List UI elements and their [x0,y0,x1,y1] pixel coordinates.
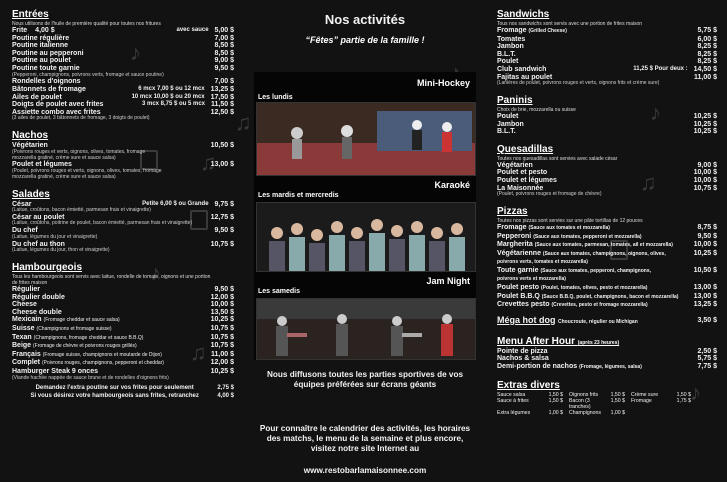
menu-item: César Petite 6,00 $ ou Grande 9,75 $ [12,200,234,208]
menu-item: Régulier double 12,00 $ [12,293,234,301]
sports-broadcast-text: Nous diffusons toutes les parties sportives de vos équipes préférées sur écrans géants [266,370,464,389]
menu-item: Margherita (Sauce aux tomates, parmesan, tomates, ail et mozzarella) 10,00 $ [497,241,717,249]
item-description: (Viande hachée nappée de sauce brune et de rondelles d'oignons frits) [12,374,169,381]
activity-title: Karaoké [434,180,470,190]
menu-item: César au poulet 12,75 $ [12,213,234,221]
music-note-icon: ♫ [190,340,207,365]
section-note: Choix de brie, mozzarella ou suisse [497,106,576,113]
menu-item: Pepperoni (Sauce aux tomates, pepperoni et mozzarella) 9,50 $ [497,232,717,240]
section-title-after-hour: Menu After Hour (après 23 heures) [497,335,620,347]
activity-photos [254,72,476,360]
section-title-paninis: Paninis [497,94,533,106]
section-note: Toutes nos pizzas sont servies sur une pâte tortillas de 12 pouces [497,217,643,224]
menu-item: Hamburger Steak 9 onces 10,25 $ [12,368,234,375]
website-link[interactable]: www.restobarlamaisonnee.com [303,466,427,475]
menu-item: Pointe de pizza 2,50 $ [497,347,717,355]
menu-item: Poulet B.B.Q (Sauce B.B.Q, poulet, champignons, bacon et mozzarella) 13,00 $ [497,292,717,300]
item-description: (Poivrons rouges et verts, oignons, olives, tomates, fromage mozzarella gratiné, crème sure et sauce salsa) [12,148,146,161]
activity-day: Les samedis [258,288,301,295]
menu-item: Assiette combo avec frites 12,50 $ [12,108,234,116]
menu-item: Poutine au poulet 9,00 $ [12,57,234,65]
menu-item: Régulier 9,50 $ [12,286,234,294]
menu-item: Poulet et légumes 10,00 $ [497,176,717,184]
karaoke-photo [256,202,476,272]
menu-item: Cheese 10,00 $ [12,301,234,309]
music-note-icon: ♫ [200,150,217,175]
section-title-nachos: Nachos [12,130,49,142]
section-note: Nous utilisons de l'huile de première qualité pour toutes nos fritures [12,21,161,27]
menu-item: Poulet 8,25 $ [497,58,717,66]
menu-item: Cheese double 13,50 $ [12,308,234,316]
menu-item: Poutine italienne 8,50 $ [12,42,234,50]
item-description: (Laitue, légumes du jour et vinaigrette) [12,233,98,240]
item-description: (Laitue, croûtons, poitrine de poulet, bacon émietté, parmesan frais et vinaigrette) [12,220,193,227]
right-menu-column [497,6,717,416]
menu-item: Club sandwich 11,25 $ Pour deux : 14,50 $ [497,65,717,73]
music-note-icon: ♫ [235,110,252,135]
activity-day: Les lundis [258,94,293,101]
menu-item: Du chef 9,50 $ [12,227,234,235]
music-note-icon: ♫ [640,170,657,195]
menu-item: Suisse (Champignons et fromage suisse) 10,75 $ [12,325,234,333]
footer-note: Demandez l'extra poutine sur vos frites pour seulement 2,75 $ [35,385,234,392]
footer-note: Si vous désirez votre hambourgeois sans frites, retranchez 4,00 $ [30,392,234,399]
page-title: Nos activités [324,12,406,27]
menu-item: Végétarienne (Sauce aux tomates, champignons, oignons, olives, poivrons verts, tomates et mozzarella) 10,25 $ [497,249,717,266]
menu-item: Bâtonnets de fromage 6 mcx 7,00 $ ou 12 mcx 13,25 $ [12,85,234,93]
menu-item: Jambon 10,25 $ [497,120,717,128]
menu-item: B.L.T. 8,25 $ [497,50,717,58]
menu-item: Poulet pesto (Poulet, tomates, olives, pesto et mozzarella) 13,00 $ [497,284,717,292]
menu-item-hotdog: Méga hot dog Choucroute, régulier ou Michigan 3,50 $ [497,314,717,325]
section-note: Tous les hambourgeois sont servis avec laitue, rondelle de tomate, oignons et une portion de frites maison [12,274,211,287]
menu-item: Beige (Fromage de chèvre et poivrons rouges grillés) 10,75 $ [12,342,234,350]
activity-title: Mini-Hockey [416,78,470,88]
website-info-text: Pour connaître le calendrier des activités, les horaires des matchs, le menu de la semaine et plus encore, visitez notre site Internet au [259,424,471,453]
menu-item: Fromage (Grilled Cheese) 5,75 $ [497,27,717,34]
item-description: (3 ailes de poulet, 3 bâtonnets de fromage, 3 doigts de poulet) [12,115,150,122]
music-note-icon: ♪ [150,260,161,285]
menu-item: B.L.T. 10,25 $ [497,128,717,136]
jam-night-photo [256,298,476,360]
left-menu-column [12,6,234,400]
menu-item: Fromage (Sauce aux tomates et mozzarella) 8,75 $ [497,223,717,231]
item-description: (Laitue, croûtons, bacon émietté, parmesan frais et vinaigrette) [12,207,151,214]
music-note-icon: ♪ [690,380,701,405]
section-title-quesadillas: Quesadillas [497,143,554,155]
menu-item: Tomates 6,00 $ [497,35,717,43]
section-title-entrees: Entrées [12,9,49,20]
menu-item: La Maisonnée 10,75 $ [497,184,717,192]
menu-item: Ailes de poulet 10 mcx 10,00 $ ou 20 mcx 17,50 $ [12,93,234,101]
menu-item: Poutine régulière 7,00 $ [12,34,234,42]
music-note-icon: ♪ [650,100,661,125]
menu-item: Poutine toute garnie 9,50 $ [12,64,234,72]
item-description: (Pepperoni, champignons, poivrons verts, fromage et sauce poutine) [12,71,164,78]
menu-item: Jambon 8,25 $ [497,43,717,51]
activity-title: Jam Night [426,276,470,286]
activities-column [254,8,476,475]
menu-item: Toute garnie (Sauce aux tomates, pepperoni, champignons, poivrons verts et mozzarella) 10,50 $ [497,266,717,283]
menu-item: Complet (Poivrons rouges, champignons, pepperoni et cheddar) 12,00 $ [12,359,234,367]
item-description: (Lanières de poulet, poivrons rouges et verts, oignons frits et crème sure) [497,80,660,87]
menu-item: Poutine au pepperoni 8,50 $ [12,49,234,57]
menu-item: Poulet et légumes 13,00 $ [12,161,234,169]
item-description: (Poulet, poivrons rouges et fromage de chèvre) [497,191,602,198]
menu-item: Fajitas au poulet 11,00 $ [497,73,717,81]
menu-item: Nachos & salsa 5,75 $ [497,355,717,363]
menu-item: Texan (Champignons, fromage cheddar et sauce B.B.Q) 10,75 $ [12,333,234,341]
menu-item: Doigts de poulet avec frites 3 mcx 8,75 $ ou 5 mcx 11,50 $ [12,101,234,109]
section-title-salades: Salades [12,188,50,200]
menu-item: Frite 4,00 $ avec sauce 5,00 $ [12,27,234,34]
activity-day: Les mardis et mercredis [258,192,339,199]
section-note: Toutes nos quesadillas sont servies avec salade césar [497,155,618,162]
section-title-sandwichs: Sandwichs [497,9,550,20]
hockey-photo [256,102,476,176]
menu-item: Poulet 10,25 $ [497,112,717,120]
section-title-extras: Extras divers [497,379,560,391]
menu-item: Végétarien 10,50 $ [12,142,234,150]
tagline: “Fêtes” partie de la famille ! [305,35,425,45]
section-title-pizzas: Pizzas [497,205,528,217]
item-description: (Laitue, légumes du jour, thon et vinaigrette) [12,247,110,254]
menu-item: Crevettes pesto (Crevettes, pesto et fromage mozzarella) 13,25 $ [497,301,717,309]
menu-item: Mexicain (Fromage cheddar et sauce salsa) 10,25 $ [12,316,234,324]
menu-item: Rondelles d'oignons 7,00 $ [12,78,234,86]
menu-item: Demi-portion de nachos (Fromage, légumes, salsa) 7,75 $ [497,363,717,371]
music-note-icon: ♪ [130,40,141,65]
menu-item: Du chef au thon 10,75 $ [12,240,234,248]
item-description: (Poulet, poivrons rouges et verts, oignons, olives, tomates, fromage mozzarella gratiné, crème sure et sauce salsa) [12,167,162,180]
menu-item: Végétarien 9,00 $ [497,161,717,169]
section-title-hambourgeois: Hambourgeois [12,262,83,274]
menu-item: Français (Fromage suisse, champignons et moutarde de Dijon) 11,00 $ [12,350,234,358]
menu-item: Poulet et pesto 10,00 $ [497,169,717,177]
section-note: Tous nos sandwichs sont servis avec une portion de frites maison [497,21,643,27]
extras-table: Sauce salsa 1,50 $ Oignons frits 1,50 $ Crème sure 1,50 $ Sauce à frites 1,50 $ Bacon (3 tranches) 1,50 $ Fromage 1,75 $ Extra légumes 1,00 $ Champignons 1,00 $ [497,391,691,417]
